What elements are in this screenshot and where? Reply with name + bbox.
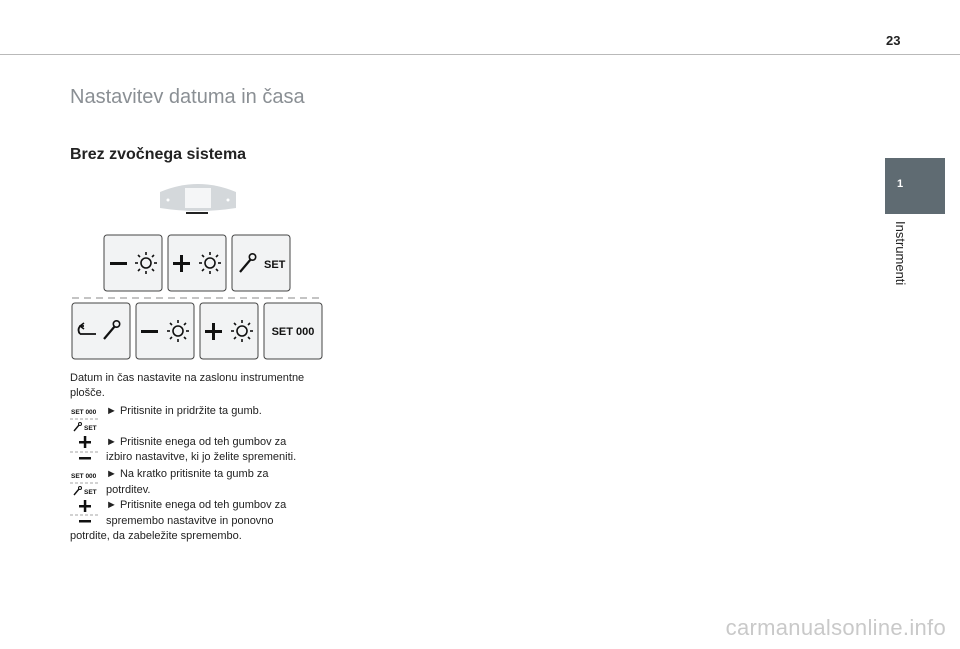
instruction-step-2-cont: izbiro nastavitve, ki jo želite spremeniti. — [106, 451, 297, 463]
page-number: 23 — [886, 33, 901, 48]
button-plus-brightness[interactable] — [168, 235, 226, 291]
instruction-step-2: ► Pritisnite enega od teh gumbov za — [106, 436, 287, 448]
mini-set-000-icon-2 — [70, 473, 98, 496]
mini-set-000-icon — [70, 409, 98, 432]
watermark: carmanualsonline.info — [725, 615, 946, 640]
instrument-cluster-icon — [160, 184, 236, 214]
section-subtitle: Brez zvočnega sistema — [70, 146, 247, 163]
button-minus-brightness-lower[interactable] — [136, 303, 194, 359]
instruction-step-4: ► Pritisnite enega od teh gumbov za — [106, 499, 287, 511]
svg-text:SET: SET — [84, 425, 97, 432]
set-000-label: SET 000 — [271, 326, 315, 338]
mini-plus-minus-icon-2 — [70, 500, 98, 523]
instruction-intro-cont: plošče. — [70, 387, 105, 399]
svg-text:SET: SET — [84, 489, 97, 496]
instruction-intro: Datum in čas nastavite na zaslonu instrumentne — [70, 372, 305, 384]
page-title: Nastavitev datuma in časa — [70, 86, 305, 108]
button-minus-brightness[interactable] — [104, 235, 162, 291]
instruction-step-4-cont: spremembo nastavitve in ponovno — [106, 515, 274, 527]
button-back-wrench[interactable] — [72, 303, 130, 359]
chapter-number: 1 — [896, 178, 904, 190]
chapter-name: Instrumenti — [893, 221, 908, 286]
svg-text:SET 000: SET 000 — [71, 409, 97, 416]
mini-plus-minus-icon — [70, 436, 98, 460]
set-label: SET — [264, 259, 286, 271]
instruction-step-3: ► Na kratko pritisnite ta gumb za — [106, 468, 269, 480]
button-plus-brightness-lower[interactable] — [200, 303, 258, 359]
button-wrench-set[interactable] — [232, 235, 290, 291]
instruction-step-1: ► Pritisnite in pridržite ta gumb. — [106, 405, 262, 417]
instruction-step-4-end: potrdite, da zabeležite spremembo. — [70, 530, 242, 542]
button-set-000[interactable] — [264, 303, 322, 359]
svg-text:SET 000: SET 000 — [71, 473, 97, 480]
instruction-step-3-cont: potrditev. — [106, 484, 151, 496]
